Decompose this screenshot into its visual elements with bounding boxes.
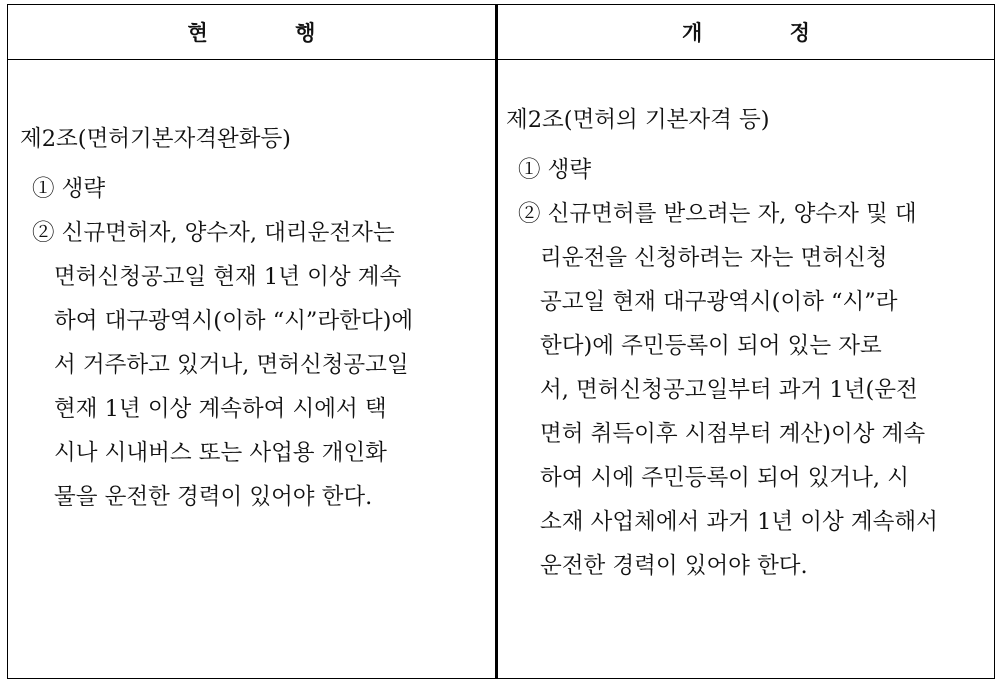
current-line: ② 신규면허자, 양수자, 대리운전자는: [32, 220, 395, 246]
revised-line: 소재 사업체에서 과거 1년 이상 계속해서: [540, 509, 938, 535]
revised-line: 서, 면허신청공고일부터 과거 1년(운전: [540, 377, 918, 403]
revised-line: 운전한 경력이 있어야 한다.: [540, 553, 808, 579]
revised-text-cell: [496, 60, 994, 678]
current-line: 물을 운전한 경력이 있어야 한다.: [54, 484, 373, 510]
comparison-table: [7, 4, 995, 679]
header-current: 현 행: [8, 5, 496, 60]
current-line: 시나 시내버스 또는 사업용 개인화: [54, 440, 387, 466]
revised-item-1: ① 생략: [518, 157, 592, 183]
revised-line: 리운전을 신청하려는 자는 면허신청: [540, 245, 888, 271]
header-revised: 개 정: [496, 5, 994, 60]
current-line: 현재 1년 이상 계속하여 시에서 택: [54, 396, 387, 422]
current-line: 면허신청공고일 현재 1년 이상 계속: [54, 264, 402, 290]
revised-line: ② 신규면허를 받으려는 자, 양수자 및 대: [518, 201, 917, 227]
revised-line: 하여 시에 주민등록이 되어 있거나, 시: [540, 465, 909, 491]
current-article-title: 제2조(면허기본자격완화등): [20, 126, 291, 152]
revised-line: 공고일 현재 대구광역시(이하 “시”라: [540, 289, 898, 315]
revised-item-2: [506, 192, 982, 588]
current-item-2: [20, 211, 483, 519]
revised-line: 면허 취득이후 시점부터 계산)이상 계속: [540, 421, 926, 447]
current-text-cell: [8, 60, 496, 678]
revised-line: 한다)에 주민등록이 되어 있는 자로: [540, 333, 882, 359]
current-line: 서 거주하고 있거나, 면허신청공고일: [54, 352, 409, 378]
current-line: 하여 대구광역시(이하 “시”라한다)에: [54, 308, 414, 334]
current-item-1: ① 생략: [32, 176, 106, 202]
revised-article-title: 제2조(면허의 기본자격 등): [506, 107, 770, 133]
